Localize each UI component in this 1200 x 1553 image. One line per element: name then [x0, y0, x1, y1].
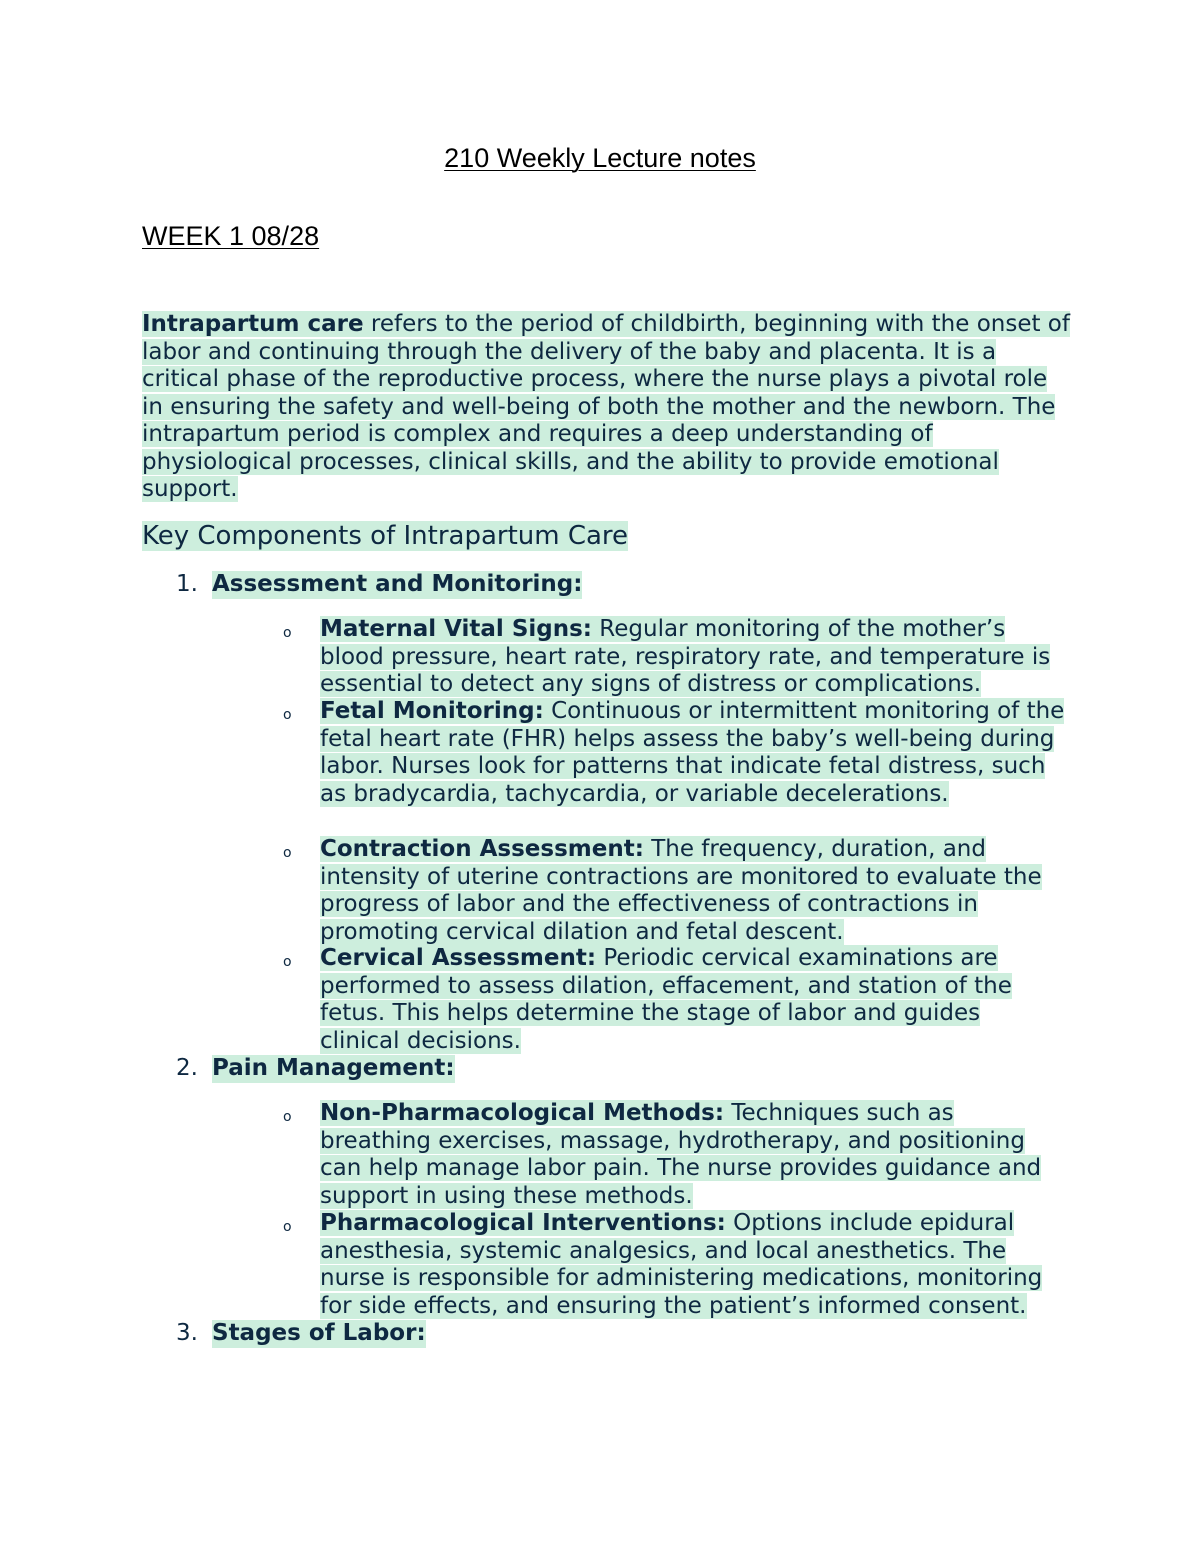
bullet-icon: o — [283, 845, 292, 861]
sub-item-highlight — [320, 698, 1064, 807]
sub-item-text: Regular monitoring of the mother’s blood pressure, heart rate, respiratory rate, and temperature is essential to detect any signs of distress or complications. — [320, 616, 1051, 697]
bullet-icon: o — [283, 625, 292, 641]
sub-item-highlight — [320, 616, 1050, 697]
sub-item-text: Periodic cervical examinations are performed to assess dilation, effacement, and station of the fetus. This helps determine the stage of labor and guides clinical decisions. — [320, 945, 1012, 1054]
bullet-icon: o — [283, 1219, 292, 1235]
sub-item-highlight — [320, 1210, 1042, 1319]
sub-item-non-pharmacological — [283, 1100, 1065, 1210]
sub-item-term: Fetal Monitoring: — [320, 698, 544, 724]
sub-item-text: Continuous or intermittent monitoring of the fetal heart rate (FHR) helps assess the baby’s well-being during labor. Nurses look for patterns that indicate fetal distress, such as bradycardia, tachycardia, or variable decelerations. — [320, 698, 1065, 807]
section-number: 3. — [176, 1320, 198, 1346]
sub-item-maternal-vital-signs — [283, 616, 1065, 699]
section-title: Stages of Labor: — [212, 1320, 426, 1346]
sub-item-fetal-monitoring — [283, 698, 1065, 808]
bullet-icon: o — [283, 954, 292, 970]
section-title: Pain Management: — [212, 1055, 455, 1081]
document-title: 210 Weekly Lecture notes — [444, 143, 756, 173]
sub-item-term: Pharmacological Interventions: — [320, 1210, 726, 1236]
sub-item-cervical-assessment — [283, 945, 1065, 1055]
intro-text: refers to the period of childbirth, beginning with the onset of labor and continuing through the delivery of the baby and placenta. It is a critical phase of the reproductive process, where the nurse plays a pivotal role in ensuring the safety and well-being of both the mother and the newborn. The intrapartum period is complex and requires a deep understanding of physiological processes, clinical skills, and the ability to provide emotional support. — [142, 311, 1070, 502]
intro-term: Intrapartum care — [142, 311, 364, 337]
sub-item-contraction-assessment — [283, 836, 1065, 946]
section-number: 1. — [176, 571, 198, 597]
sub-item-term: Non-Pharmacological Methods: — [320, 1100, 725, 1126]
section-heading — [142, 520, 628, 552]
sub-item-pharmacological — [283, 1210, 1065, 1320]
sub-item-highlight — [320, 945, 1012, 1054]
sub-item-highlight — [320, 836, 1042, 945]
sub-item-text: The frequency, duration, and intensity of uterine contractions are monitored to evaluate the progress of labor and the effectiveness of contractions in promoting cervical dilation and fetal descent. — [320, 836, 1042, 945]
bullet-icon: o — [283, 1109, 292, 1125]
week-heading: WEEK 1 08/28 — [142, 221, 320, 251]
sub-item-highlight — [320, 1100, 1041, 1209]
intro-highlight — [142, 311, 1070, 502]
sub-item-term: Cervical Assessment: — [320, 945, 597, 971]
sub-item-text: Options include epidural anesthesia, systemic analgesics, and local anesthetics. The nurse is responsible for administering medications, monitoring for side effects, and ensuring the patient’s informed consent. — [320, 1210, 1043, 1319]
intro-paragraph — [142, 311, 1072, 504]
sub-item-term: Maternal Vital Signs: — [320, 616, 592, 642]
bullet-icon: o — [283, 707, 292, 723]
section-title: Assessment and Monitoring: — [212, 571, 583, 597]
section-heading-text: Key Components of Intrapartum Care — [142, 521, 629, 551]
section-number: 2. — [176, 1055, 198, 1081]
sub-item-term: Contraction Assessment: — [320, 836, 644, 862]
sub-item-text: Techniques such as breathing exercises, massage, hydrotherapy, and positioning can help manage labor pain. The nurse provides guidance and support in using these methods. — [320, 1100, 1042, 1209]
